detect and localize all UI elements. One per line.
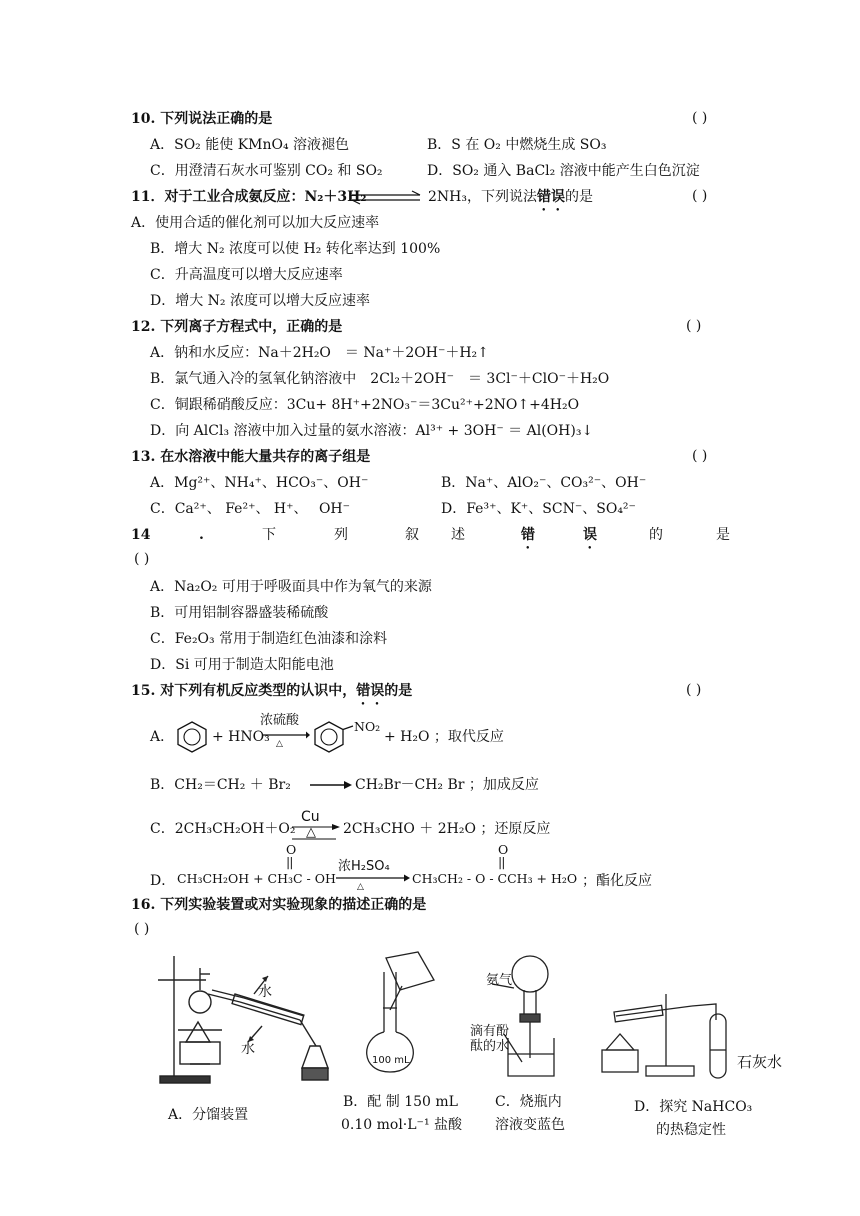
q14-word-3: 叙 [405,527,419,543]
fig-b-caption-2: 0.10 mol·L⁻¹ 盐酸 [341,1117,463,1133]
q15-a-catalyst: 浓硫酸 [260,713,300,728]
distillation-apparatus-figure [150,950,340,1086]
q14-dot: . [199,527,204,543]
q14-word-2: 列 [334,527,348,543]
q11-stem-right-pre: 2NH₃，下列说法 [428,189,537,205]
q10-answer-paren: ( ) [692,110,708,126]
q11-emphasis-error: 错误 [536,189,565,205]
q11-answer-paren: ( ) [692,188,708,204]
q11-option-d: D．增大 N₂ 浓度可以增大反应速率 [150,293,370,309]
q15-c-heat: △ [306,825,316,840]
reaction-arrow-icon [310,780,352,790]
fig-d-limewater-label: 石灰水 [737,1053,783,1071]
q15-a-reagent: + HNO₃ [212,729,270,745]
q11-stem-left: 11．对于工业合成氨反应：N₂＋3H₂ [131,189,367,205]
q14-emphasis-error-1: 错 [521,527,535,543]
q11-option-a: A．使用合适的催化剂可以加大反应速率 [131,215,380,231]
q15-stem-pre: 15. 对下列有机反应类型的认识中， [131,683,357,699]
q12-option-b: B．氯气通入冷的氢氧化钠溶液中 2Cl₂＋2OH⁻ ＝ 3Cl⁻＋ClO⁻＋H₂O [150,371,610,387]
q10-option-b: B．S 在 O₂ 中燃烧生成 SO₃ [427,137,607,153]
q11-stem-right-post: 的是 [564,189,593,205]
q10-option-c: C．用澄清石灰水可鉴别 CO₂ 和 SO₂ [150,163,383,179]
q11-stem-right [428,188,593,214]
q12-stem: 12. 下列离子方程式中，正确的是 [131,319,343,335]
fig-b-caption-1: B．配 制 150 mL [343,1094,458,1110]
q15-d-double-bond-2: || [498,854,505,869]
q14-option-d: D．Si 可用于制造太阳能电池 [150,657,334,673]
q14-answer-paren: ( ) [134,551,150,567]
q14-word-8: 是 [716,527,730,543]
fountain-experiment-figure [478,950,578,1080]
q12-option-d: D．向 AlCl₃ 溶液中加入过量的氨水溶液：Al³⁺ + 3OH⁻ ＝ Al(OH)₃↓ [150,423,594,439]
q10-option-d: D．SO₂ 通入 BaCl₂ 溶液中能产生白色沉淀 [427,163,700,179]
q15-d-carbonyl-o-2: O [498,842,509,857]
q15-c-catalyst: Cu [301,809,320,825]
fig-c-caption-2: 溶液变蓝色 [495,1117,565,1133]
q15-b-tail: CH₂Br－CH₂ Br ；加成反应 [355,777,539,793]
q14-word-1: 下 [262,527,276,543]
q15-option-d-label: D． [150,873,176,889]
q15-stem [131,682,412,708]
fig-a-caption: A．分馏装置 [168,1107,249,1123]
q13-option-d: D．Fe³⁺、K⁺、SCN⁻、SO₄²⁻ [441,501,636,517]
nitrobenzene-ring-icon [312,720,354,754]
q15-d-tail: ；酯化反应 [582,873,652,889]
q11-option-b: B．增大 N₂ 浓度可以使 H₂ 转化率达到 100% [150,241,441,257]
q13-answer-paren: ( ) [692,448,708,464]
q12-answer-paren: ( ) [686,318,702,334]
q16-answer-paren: ( ) [134,921,150,937]
equilibrium-arrow-icon [350,190,422,204]
q15-a-tail: + H₂O ；取代反应 [384,729,504,745]
q13-option-c: C．Ca²⁺、 Fe²⁺、 H⁺、 OH⁻ [150,501,351,517]
q15-d-right: CH₃CH₂ - O - CCH₃ + H₂O [412,871,578,886]
q15-d-carbonyl-o-1: O [286,842,297,857]
q15-a-no2: NO₂ [354,719,381,734]
fig-c-liquid-label-2: 酞的水 [470,1039,510,1054]
fig-b-flask-label: 100 mL [372,1055,410,1066]
q15-emphasis-error: 错误 [356,683,385,699]
q10-stem: 10. 下列说法正确的是 [131,111,273,127]
fig-a-water-label-1: 水 [258,984,272,1000]
fig-d-caption-2: 的热稳定性 [656,1122,726,1138]
q15-stem-post: 的是 [384,683,413,699]
q11-option-c: C．升高温度可以增大反应速率 [150,267,343,283]
q15-d-catalyst: 浓H₂SO₄ [338,859,390,874]
q15-answer-paren: ( ) [686,682,702,698]
fig-c-liquid-label-1: 滴有酚 [470,1024,510,1039]
q12-option-c: C．铜跟稀硝酸反应：3Cu+ 8H⁺+2NO₃⁻＝3Cu²⁺+2NO↑+4H₂O [150,397,580,413]
q12-option-a: A．钠和水反应：Na＋2H₂O ＝ Na⁺＋2OH⁻＋H₂↑ [150,345,489,361]
fig-d-caption-1: D．探究 NaHCO₃ [634,1099,753,1115]
q15-a-heat: △ [276,739,283,749]
q14-option-b: B．可用铝制容器盛装稀硫酸 [150,605,329,621]
q15-c-tail: 2CH₃CHO ＋ 2H₂O ；还原反应 [343,821,551,837]
heat-arrow-icon [292,824,340,842]
fig-a-water-label-2: 水 [241,1041,255,1057]
q13-option-b: B．Na⁺、AlO₂⁻、CO₃²⁻、OH⁻ [441,475,647,491]
q15-option-a-label: A． [150,729,175,745]
thermal-stability-apparatus-figure [596,990,756,1082]
fig-c-caption-1: C．烧瓶内 [495,1094,562,1110]
q14-word-4: 述 [451,527,465,543]
q14-number: 14 [131,527,151,543]
q14-emphasis-error-2: 误 [583,527,597,543]
q15-option-b: B．CH₂＝CH₂ ＋ Br₂ [150,777,291,793]
benzene-ring-icon [175,720,209,754]
q13-option-a: A．Mg²⁺、NH₄⁺、HCO₃⁻、OH⁻ [150,475,369,491]
fig-c-gas-label: 氨气 [486,973,513,988]
q15-d-double-bond-1: || [286,854,293,869]
reaction-arrow-icon [262,731,310,739]
q15-option-c: C．2CH₃CH₂OH＋O₂ [150,821,296,837]
q14-option-c: C．Fe₂O₃ 常用于制造红色油漆和涂料 [150,631,388,647]
q16-stem: 16. 下列实验装置或对实验现象的描述正确的是 [131,897,427,913]
q15-d-heat: △ [357,882,364,892]
q13-stem: 13. 在水溶液中能大量共存的离子组是 [131,449,371,465]
q10-option-a: A．SO₂ 能使 KMnO₄ 溶液褪色 [150,137,350,153]
q14-word-7: 的 [649,527,663,543]
q14-option-a: A．Na₂O₂ 可用于呼吸面具中作为氧气的来源 [150,579,432,595]
reaction-arrow-icon [336,874,410,882]
q15-d-left: CH₃CH₂OH + CH₃C - OH [177,871,336,886]
